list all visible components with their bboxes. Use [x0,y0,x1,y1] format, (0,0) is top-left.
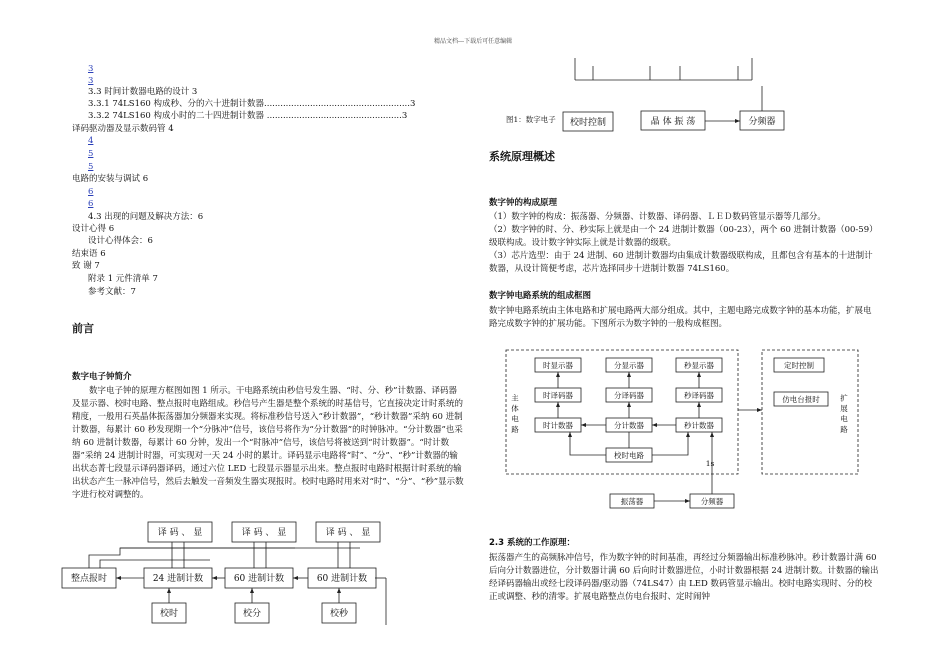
block-diagram-heading: 数字钟电路系统的组成框图 [489,291,592,301]
decoder-label: 译 码 、 显 [157,528,203,538]
composition-paragraph: （1）数字钟的构成：振荡器、分频器、计数器、译码器、ＬＥＤ数码管显示器等几部分。 （2）数字钟的时、分、秒实际上就是由一个 24 进制计数器（00-23），两个 60 进制计数器（00-59）级联构成。设计数字钟实际上就是计数器的级联。 （3）芯片选型：由于 24 进制、60 进制计数器均由集成计数器级联构成，且都包含有基本的十进制计数器，从设计简便考虑，芯片选择同步十进制计数器 74LS160。 [489,212,878,274]
hour-counter-label: 时计数器 [543,421,573,430]
hour-display-label: 时显示器 [543,361,573,370]
radio-chime-label: 仿电台报时 [782,395,820,404]
minute-counter-label: 60 进制计数 [233,574,285,584]
intro-paragraph: 数字电子钟的原理方框图如图 1 所示。干电路系统由秒信号发生器、“时、分、秒”计数器、译码器及显示器、校时电路、整点报时电路组成。秒信号产生器是整个系统的时基信号，它直接决定计时系统的精度，一般用石英晶体振荡器加分频器来实现。将标准秒信号送入“秒计数器”，“秒计数器”采纳 60 进制计数器，每累计 60 秒发现期一个“分脉冲”信号，该信号将作为“分计数器”的时钟脉冲。“分计数器”也采纳 60 进制计数器，每累计 60 分钟，发出一个“时脉冲”信号，该信号将被送到“时计数器”。“时计数器”采纳 24 进制计时器，可实现对一天 24 小时的累计。译码显示电路将“时”、“分”、“秒”计数器的输出状态菁七段显示译码器译码，通过六位 LED 七段显示器显示出来。整点报时电路时根据计时系统的输出状态产生一脉冲信号，然后去触发一音频发生器实现报时。校时电路时用来对“时”、“分”、“秒”显示数字进行校对调整的。 [72,386,464,500]
divider-label: 分频器 [700,497,724,506]
toc-entry[interactable]: 3.3.2 74LS160 构成小时的二十四进制计数器 ..................................................3 [88,111,408,121]
toc-entry[interactable]: 致 谢 7 [72,261,100,271]
extension-circuit-label: 扩展电路 [839,394,849,436]
toc-entry[interactable]: 4.3 出现的问题及解决方法：6 [88,212,204,222]
second-display-label: 秒显示器 [684,361,714,370]
figure-1-continued [500,58,800,136]
second-counter-label: 60 进制计数 [316,574,368,584]
minute-counter-label: 分计数器 [614,421,644,430]
figure-2-block-diagram [500,346,870,516]
intro-heading: 数字电子钟简介 [72,372,132,382]
composition-heading: 数字钟的构成原理 [489,198,558,208]
hour-counter-label: 24 进制计数 [152,574,204,584]
toc-link[interactable]: 6 [88,187,94,197]
toc-link[interactable]: 6 [88,199,94,209]
set-second-label: 校秒 [329,609,349,619]
set-hour-label: 校时 [159,609,179,619]
toc-entry[interactable]: 译码驱动器及显示数码管 4 [72,124,174,134]
minute-decoder-label: 分译码器 [614,391,644,400]
toc-entry[interactable]: 设计心得 6 [72,224,115,234]
toc-entry[interactable]: 3.3 时间计数器电路的设计 3 [88,87,198,97]
work-principle-heading: 2.3 系统的工作原理： [489,538,576,548]
decoder-label: 译 码 、 显 [241,528,287,538]
overview-heading: 系统原理概述 [489,150,555,163]
minute-display-label: 分显示器 [614,361,644,370]
second-counter-label: 秒计数器 [684,421,714,430]
toc-entry[interactable]: 电路的安装与调试 6 [72,174,149,184]
preface-heading: 前言 [72,322,94,335]
figure-caption: 图1：数字电子 [506,115,556,124]
toc-entry[interactable]: 3.3.1 74LS160 构成秒、分的六十进制计数器......................................................3 [88,99,416,109]
toc-entry[interactable]: 结束语 6 [72,249,106,259]
toc-link[interactable]: 4 [88,136,94,146]
hour-decoder-label: 时译码器 [543,391,573,400]
toc-link[interactable]: 5 [88,162,94,172]
work-principle-paragraph: 振荡器产生的高频脉冲信号，作为数字钟的时间基准，再经过分频器输出标准秒脉冲。秒计数器计满 60 后向分计数器进位，分计数器计满 60 后向时计数器进位，小时计数器根据 24 进制计数。计数器的输出经译码器输出或经七段译码器/驱动器（74LS47）由 LED 数码管显示输出。校时电路实现时、分的校正或调整、秒的清零。扩展电路整点仿电台报时、定时闹钟 [489,553,879,602]
figure-1-block-diagram [60,515,390,630]
decoder-label: 译 码 、 显 [325,528,371,538]
crystal-label: 晶 体 振 荡 [650,117,696,127]
alarm-control-label: 定时控制 [784,361,814,370]
toc-link[interactable]: 5 [88,149,94,159]
oscillator-label: 振荡器 [620,497,644,506]
one-second-label: 1s [705,459,715,468]
set-minute-label: 校分 [242,609,262,619]
set-circuit-label: 校时电路 [614,451,644,460]
chime-label: 整点报时 [70,574,108,584]
toc-entry[interactable]: 参考文献：7 [88,287,136,297]
set-time-label: 校时控制 [569,118,607,128]
toc-link[interactable]: 3 [88,76,94,86]
second-decoder-label: 秒译码器 [684,391,714,400]
divider-label: 分频器 [748,117,776,127]
toc-entry[interactable]: 附录 1 元件清单 7 [88,274,158,284]
page-header: 精品文档---下载后可任意编辑 [434,38,513,45]
toc-link[interactable]: 3 [88,64,94,74]
toc-entry[interactable]: 设计心得体会：6 [88,236,153,246]
main-circuit-label: 主体电路 [510,394,520,436]
block-diagram-paragraph: 数字钟电路系统由主体电路和扩展电路两大部分组成。其中，主题电路完成数字钟的基本功能，扩展电路完成数字钟的扩展功能。下图所示为数字钟的一般构成框图。 [489,306,872,329]
